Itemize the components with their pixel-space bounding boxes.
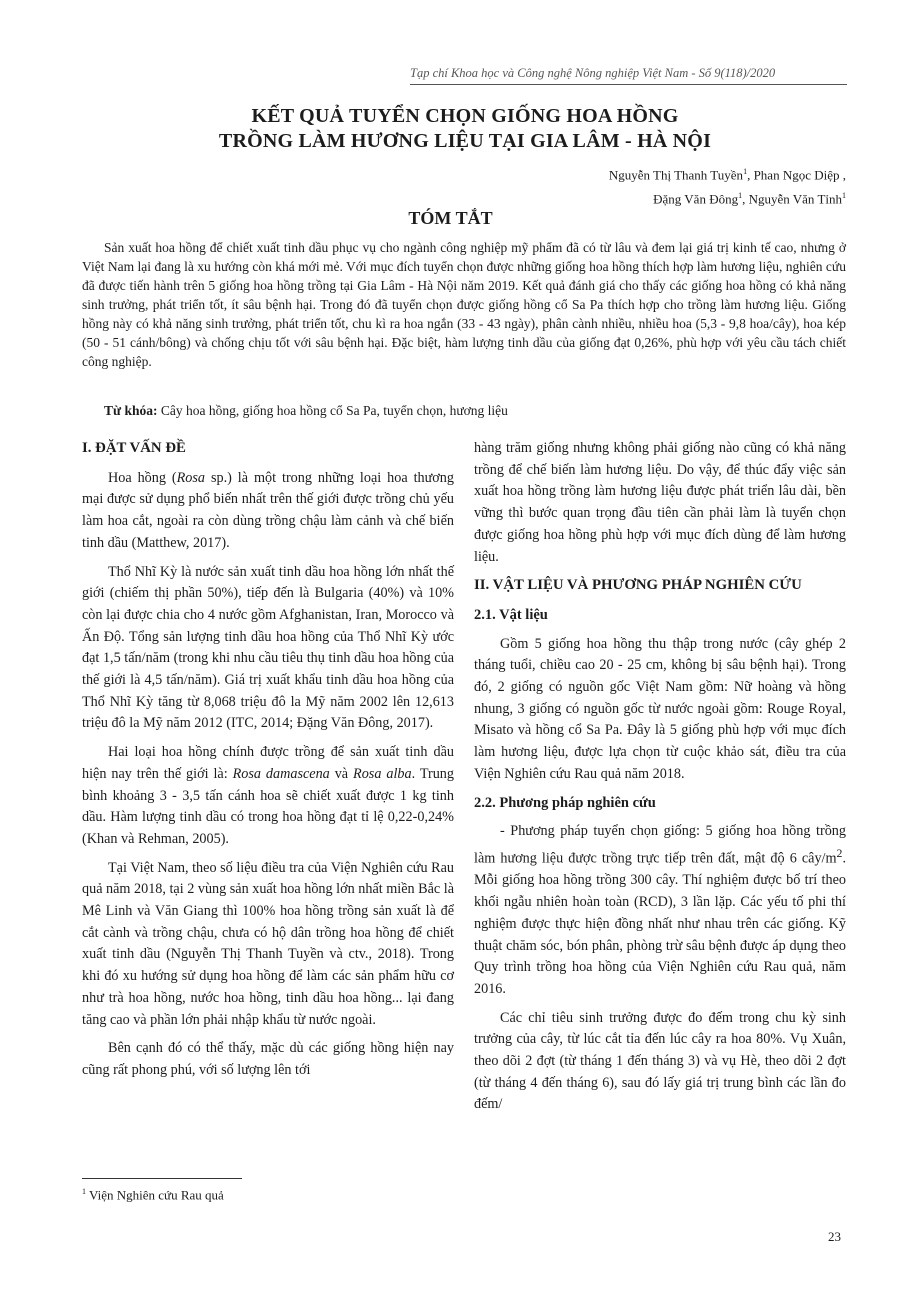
author-name: Nguyễn Thị Thanh Tuyền bbox=[608, 167, 744, 183]
footnote-text: Viện Nghiên cứu Rau quả bbox=[89, 1187, 224, 1203]
footnote-marker: 1 bbox=[82, 1187, 86, 1196]
paragraph: - Phương pháp tuyển chọn giống: 5 giống hoa hồng trồng làm hương liệu được trồng trực tiếp trên đất, mật độ 6 cây/$m^2$. Mỗi giống hoa hồng trồng 300 cây. Thí nghiệm được bố trí theo khối ngẫu nhiên hoàn toàn (RCD), 3 lần lặp. Các yếu tố phi thí nghiệm được thực hiện đồng nhất như nhau trên các giống. Kỹ thuật chăm sóc, bón phân, phòng trừ sâu bệnh được áp dụng theo Quy trình trồng hoa hồng của Viện Nghiên cứu Rau quả, năm 2016. bbox=[474, 823, 846, 997]
paragraph: Các chỉ tiêu sinh trưởng được đo đếm trong chu kỳ sinh trưởng của cây, từ lúc cắt tỉa đến lúc cây ra hoa 80%. Vụ Xuân, theo dõi 2 đợt (từ tháng 1 đến tháng 3) và vụ Hè, theo dõi 2 đợt (từ tháng 4 đến tháng 6), sau đó lấy giá trị trung bình các lần đo đếm/ bbox=[474, 1009, 846, 1113]
abstract-text: Sản xuất hoa hồng để chiết xuất tinh dầu phục vụ cho ngành công nghiệp mỹ phẩm đã có từ lâu và đem lại giá trị kinh tế cao, nhưng ở Việt Nam lại đang là xu hướng còn khá mới mẻ. Với mục đích tuyển chọn được những giống hoa hồng thích hợp làm hương liệu, nghiên cứu đã được tiến hành trên 5 giống hoa hồng trồng tại Gia Lâm - Hà Nội năm 2019. Kết quả đánh giá cho thấy các giống hoa hồng có khả năng sinh trưởng, phát triển tốt, ít sâu bệnh hại. Trong đó đã tuyển chọn được giống hồng cổ Sa Pa thích hợp cho trồng làm hương liệu. Giống hồng này có khả năng sinh trưởng, phát triển tốt, chu kì ra hoa ngắn (33 - 43 ngày), phân cành nhiều, nhiều hoa (5,3 - 9,8 hoa/cây), hoa kép (50 - 51 cánh/bông) và chống chịu tốt với sâu bệnh hại. Đặc biệt, hàm lượng tinh dầu của giống đạt 0,26%, phù hợp với yêu cầu tách chiết công nghiệp. bbox=[82, 240, 846, 369]
keywords-list: Cây hoa hồng, giống hoa hồng cổ Sa Pa, tuyển chọn, hương liệu bbox=[157, 403, 508, 418]
left-column bbox=[82, 438, 454, 1089]
affiliation-marker: 1 bbox=[738, 191, 743, 201]
keywords bbox=[82, 401, 846, 420]
title-line-2: TRỒNG LÀM HƯƠNG LIỆU TẠI GIA LÂM - HÀ NỘI bbox=[218, 130, 712, 152]
affiliation-marker: 1 bbox=[743, 167, 748, 176]
paragraph: Bên cạnh đó có thể thấy, mặc dù các giống hồng hiện nay cũng rất phong phú, với số lượng lên tới bbox=[82, 1040, 454, 1078]
paragraph: Thổ Nhĩ Kỳ là nước sản xuất tinh dầu hoa hồng lớn nhất thế giới (chiếm thị phần 50%), tiếp đến là Bulgaria (40%) và 10% còn lại được chia cho 4 nước gồm Afghanistan, Iran, Morocco và Ấn Độ. Tổng sản lượng tinh dầu hoa hồng của Thổ Nhĩ Kỳ ước đạt 1,5 tấn/năm (trong khi nhu cầu tiêu thụ tinh dầu hoa hồng của thế giới là 4,5 tấn/năm). Giá trị xuất khẩu tinh dầu hoa hồng của Thổ Nhĩ Kỳ tăng từ 8,068 triệu đô la Mỹ năm 2002 lên 12,613 triệu đô la Mỹ năm 2012 (ITC, 2014; Đặng Văn Đông, 2017). bbox=[82, 563, 454, 732]
title-line-1: KẾT QUẢ TUYỂN CHỌN GIỐNG HOA HỒNG bbox=[251, 105, 679, 127]
abstract-heading: TÓM TẮT bbox=[408, 208, 493, 228]
section-heading: II. VẬT LIỆU VÀ PHƯƠNG PHÁP NGHIÊN CỨU bbox=[474, 577, 802, 594]
paragraph: Hoa hồng (Rosa sp.) là một trong những loại hoa thương mại được sử dụng phổ biến nhất trên thế giới được trồng chủ yếu làm hoa cắt, ngoài ra còn dùng trồng chậu làm cảnh và chế biến tinh dầu (Matthew, 2017). bbox=[82, 469, 454, 551]
paragraph: Gồm 5 giống hoa hồng thu thập trong nước (cây ghép 2 tháng tuổi, chiều cao 20 - 25 cm, không bị sâu bệnh hại). Trong đó, 2 giống có nguồn gốc Việt Nam gồm: Nữ hoàng và hồng nhung, 3 giống có nguồn gốc từ nước ngoài gồm: Rouge Royal, Misato và hồng cổ Sa Pa. Đây là 5 giống phù hợp với mục đích làm hương liệu, được lựa chọn từ cuộc khảo sát, điều tra của Viện Nghiên cứu Rau quả năm 2018. bbox=[474, 635, 846, 782]
paragraph: Hai loại hoa hồng chính được trồng để sản xuất tinh dầu hiện nay trên thế giới là: Rosa damascena và Rosa alba. Trung bình khoảng 3 - 3,5 tấn cánh hoa sẽ chiết xuất được 1 kg tinh dầu. Hàm lượng tinh dầu có trong hoa hồng đạt tỉ lệ 0,22-0,24% (Khan và Rehman, 2005). bbox=[82, 744, 454, 847]
page-number: 23 bbox=[828, 1229, 841, 1244]
author-name: , Nguyễn Văn Tỉnh bbox=[742, 191, 842, 207]
section-heading: I. ĐẶT VẤN ĐỀ bbox=[82, 440, 186, 456]
subsection-heading: 2.2. Phương pháp nghiên cứu bbox=[474, 794, 656, 811]
author-name: Đặng Văn Đông bbox=[653, 191, 739, 207]
authors-line-1 bbox=[426, 161, 846, 185]
keywords-label: Từ khóa: bbox=[104, 403, 158, 418]
paragraph-continued: hàng trăm giống nhưng không phải giống nào cũng có khả năng trồng để chế biến làm hương liệu. Do vậy, để thúc đẩy việc sản xuất hoa hồng trồng làm hương liệu được phát triển lâu dài, bền vững thì bước quan trọng đầu tiên cần phải làm là tuyển chọn được giống hoa hồng phù hợp với mục đích dùng để làm hương liệu. bbox=[474, 440, 846, 565]
authors-line-2 bbox=[426, 185, 846, 209]
author-name: , Phan Ngọc Diệp , bbox=[747, 167, 846, 183]
paragraph: Tại Việt Nam, theo số liệu điều tra của Viện Nghiên cứu Rau quả năm 2018, tại 2 vùng sản xuất hoa hồng lớn nhất miền Bắc là Mê Linh và Văn Giang thì 100% hoa hồng trồng sản xuất là để cắt cành và trồng chậu, chưa có hộ dân trồng hoa hồng để chiết xuất tinh dầu (Nguyễn Thị Thanh Tuyền và ctv., 2018). Trong khi đó xu hướng sử dụng hoa hồng để làm các sản phẩm hữu cơ như trà hoa hồng, nước hoa hồng, tinh dầu hoa hồng... lại đang tăng cao và phần lớn phải nhập khẩu từ nước ngoài. bbox=[82, 859, 454, 1028]
affiliation-marker: 1 bbox=[842, 191, 846, 201]
author-list bbox=[426, 161, 846, 210]
running-head-rule bbox=[410, 84, 847, 85]
footnote-rule bbox=[82, 1178, 242, 1179]
running-head: Tạp chí Khoa học và Công nghệ Nông nghiệp Việt Nam - Số 9(118)/2020 bbox=[410, 66, 776, 80]
article-title bbox=[90, 104, 840, 154]
right-column bbox=[474, 438, 846, 1123]
subsection-heading: 2.1. Vật liệu bbox=[474, 606, 548, 623]
footnote bbox=[82, 1187, 224, 1203]
